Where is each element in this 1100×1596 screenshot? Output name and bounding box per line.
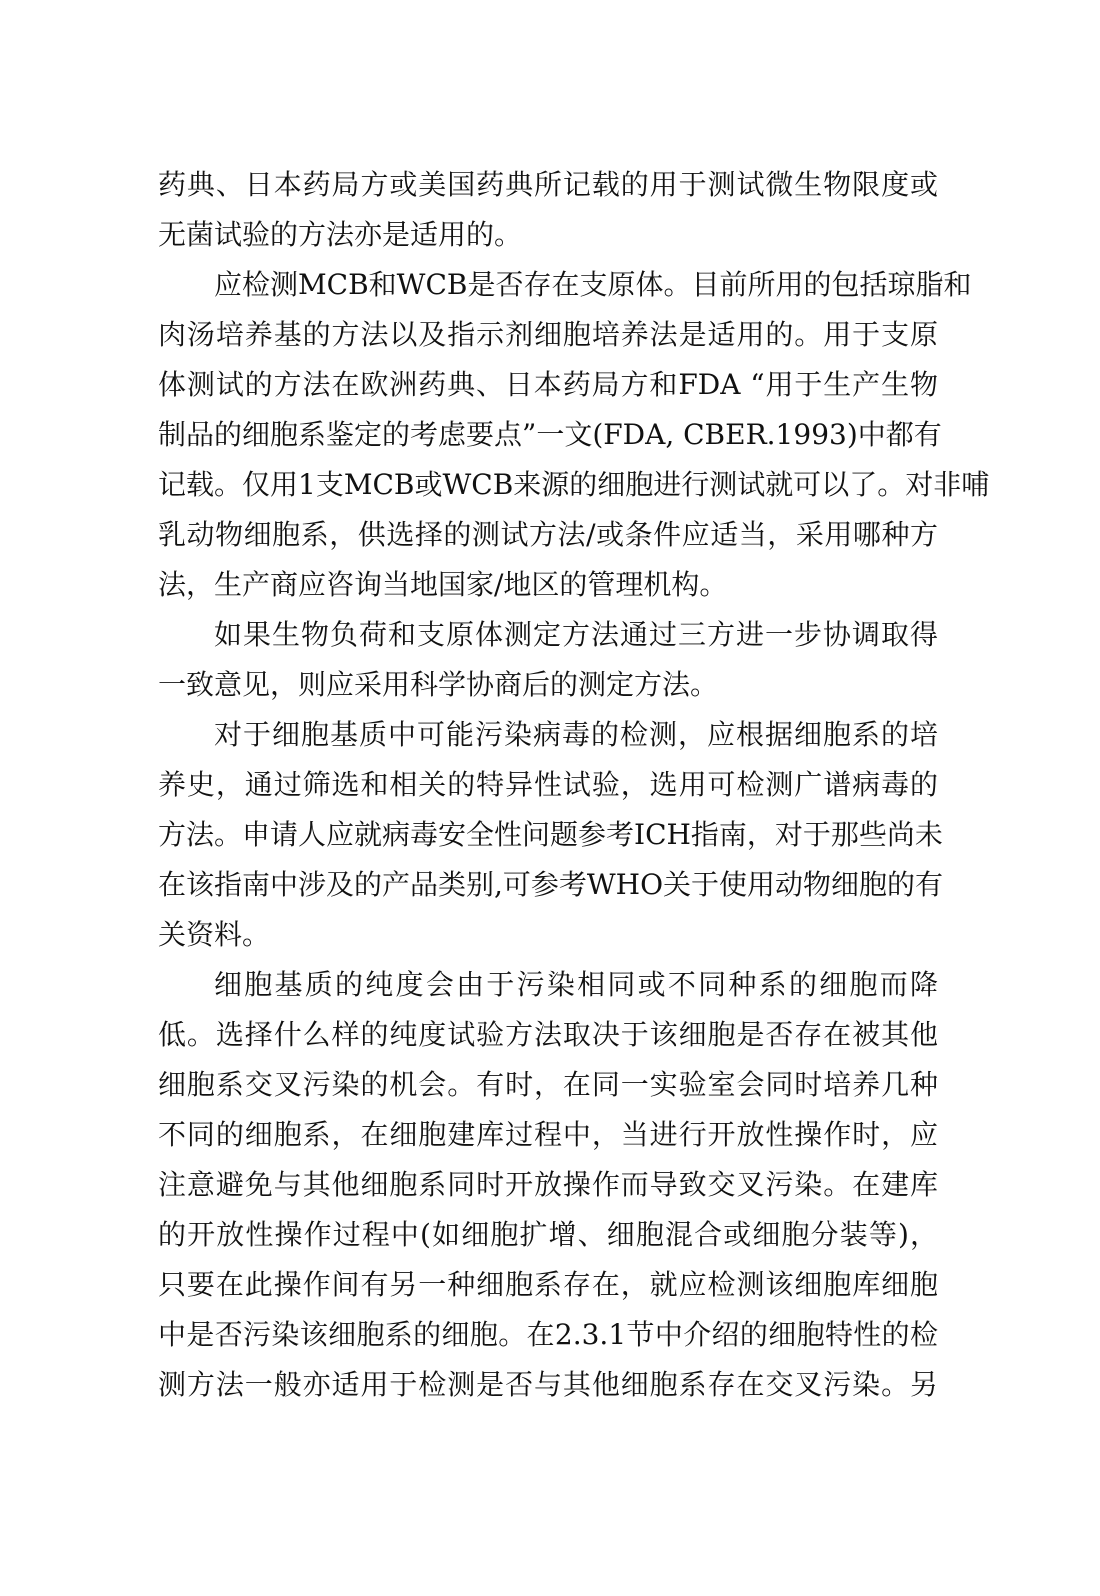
line-text: 注意避免与其他细胞系同时开放操作而导致交叉污染。在建库: [158, 1168, 938, 1201]
line-text: 方法。申请人应就病毒安全性问题参考ICH指南，对于那些尚未: [158, 818, 943, 851]
line-text: 中是否污染该细胞系的细胞。在2.3.1节中介绍的细胞特性的检: [158, 1318, 938, 1351]
line-text: 应检测MCB和WCB是否存在支原体。目前所用的包括琼脂和: [214, 268, 972, 301]
line-text: 测方法一般亦适用于检测是否与其他细胞系存在交叉污染。另: [158, 1368, 938, 1401]
text-line: [158, 460, 990, 510]
line-text: 如果生物负荷和支原体测定方法通过三方进一步协调取得: [214, 618, 938, 651]
text-line: [158, 310, 938, 360]
line-text: 不同的细胞系，在细胞建库过程中，当进行开放性操作时，应: [158, 1118, 938, 1151]
line-text: 法，生产商应咨询当地国家/地区的管理机构。: [158, 568, 728, 601]
line-text: 乳动物细胞系，供选择的测试方法/或条件应适当，采用哪种方: [158, 518, 938, 551]
line-text: 对于细胞基质中可能污染病毒的检测，应根据细胞系的培: [214, 718, 938, 751]
text-line: [158, 760, 938, 810]
text-line: [158, 410, 942, 460]
line-text: 关资料。: [158, 918, 271, 951]
text-line: [158, 660, 938, 710]
text-line: [158, 360, 938, 410]
line-text: 药典、日本药局方或美国药典所记载的用于测试微生物限度或: [158, 168, 938, 201]
text-line: [158, 260, 972, 310]
line-text: 在该指南中涉及的产品类别,可参考WHO关于使用动物细胞的有: [158, 868, 944, 901]
line-text: 只要在此操作间有另一种细胞系存在，就应检测该细胞库细胞: [158, 1268, 938, 1301]
line-text: 记载。仅用1支MCB或WCB来源的细胞进行测试就可以了。对非哺: [158, 468, 990, 501]
line-text: 养史，通过筛选和相关的特异性试验，选用可检测广谱病毒的: [158, 768, 938, 801]
text-line: [158, 810, 943, 860]
line-text: 无菌试验的方法亦是适用的。: [158, 218, 523, 251]
text-line: [158, 210, 938, 260]
line-text: 一致意见，则应采用科学协商后的测定方法。: [158, 668, 719, 701]
text-line: [158, 560, 938, 610]
line-text: 细胞基质的纯度会由于污染相同或不同种系的细胞而降: [214, 968, 938, 1001]
text-line: [158, 710, 938, 760]
document-body: [158, 160, 990, 1410]
line-text: 细胞系交叉污染的机会。有时，在同一实验室会同时培养几种: [158, 1068, 938, 1101]
text-line: [158, 1260, 938, 1310]
text-line: [158, 1110, 938, 1160]
text-line: [158, 1310, 938, 1360]
text-line: [158, 1360, 938, 1410]
line-text: 的开放性操作过程中(如细胞扩增、细胞混合或细胞分装等)，: [158, 1218, 938, 1251]
text-line: [158, 1160, 938, 1210]
text-line: [158, 1060, 938, 1110]
text-line: [158, 1210, 938, 1260]
text-line: [158, 910, 938, 960]
text-line: [158, 860, 944, 910]
text-line: [158, 160, 938, 210]
line-text: 体测试的方法在欧洲药典、日本药局方和FDA “用于生产生物: [158, 368, 938, 401]
text-line: [158, 960, 938, 1010]
line-text: 制品的细胞系鉴定的考虑要点”一文(FDA, CBER.1993)中都有: [158, 418, 942, 451]
text-line: [158, 610, 938, 660]
line-text: 低。选择什么样的纯度试验方法取决于该细胞是否存在被其他: [158, 1018, 938, 1051]
text-line: [158, 1010, 938, 1060]
text-line: [158, 510, 938, 560]
line-text: 肉汤培养基的方法以及指示剂细胞培养法是适用的。用于支原: [158, 318, 938, 351]
